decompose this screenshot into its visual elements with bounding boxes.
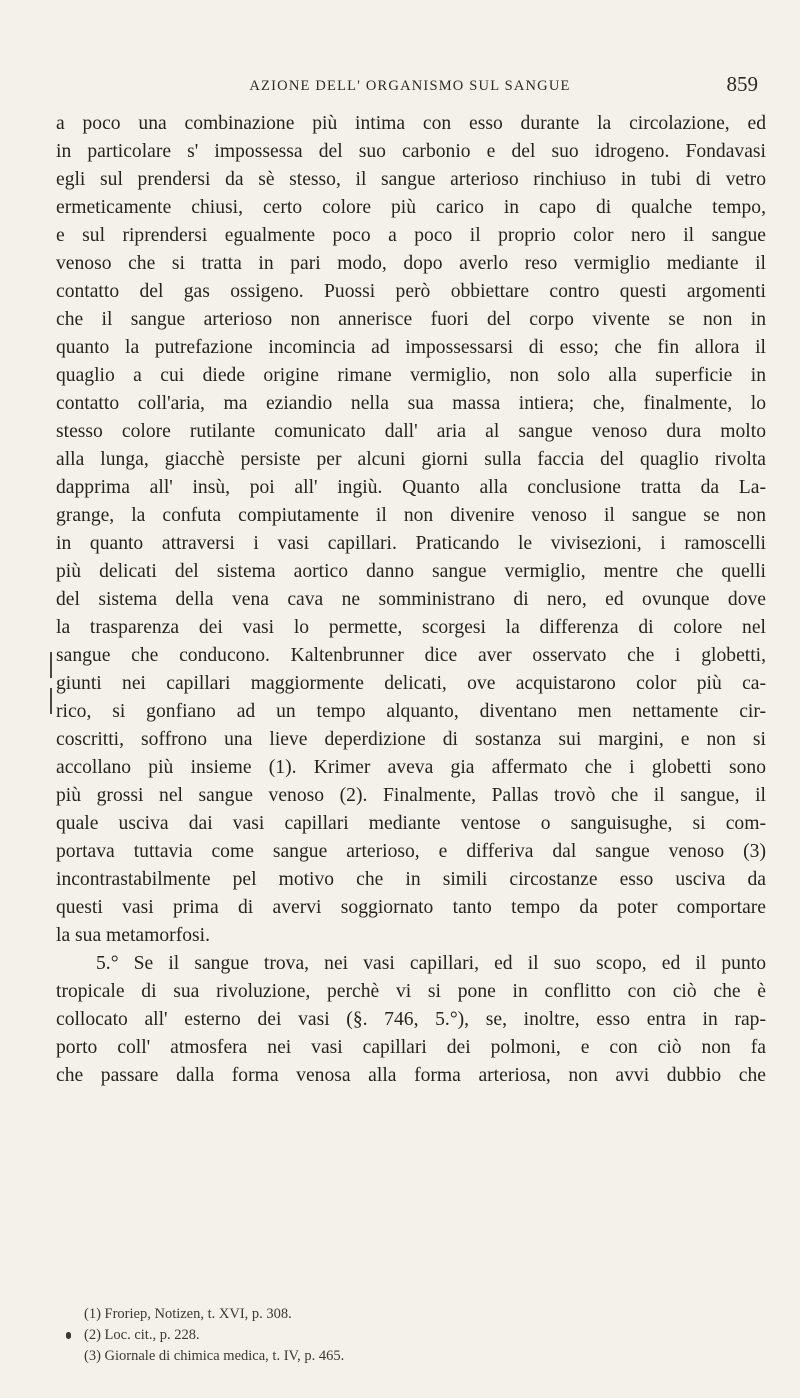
- text-line: grange, la confuta compiutamente il non divenire venoso il sangue se non: [56, 505, 766, 526]
- text-line: sangue che conducono. Kaltenbrunner dice aver osservato che i globetti,: [56, 645, 766, 666]
- text-line: ermeticamente chiusi, certo colore più carico in capo di qualche tempo,: [56, 197, 766, 218]
- text-line: contatto del gas ossigeno. Puossi però obbiettare contro questi argomenti: [56, 281, 766, 302]
- text-line: incontrastabilmente pel motivo che in simili circostanze esso usciva da: [56, 869, 766, 890]
- text-line: quaglio a cui diede origine rimane vermiglio, non solo alla superficie in: [56, 365, 766, 386]
- text-line: la trasparenza dei vasi lo permette, scorgesi la differenza di colore nel: [56, 617, 766, 638]
- text-line: stesso colore rutilante comunicato dall' aria al sangue venoso dura molto: [56, 421, 766, 442]
- text-line: venoso che si tratta in pari modo, dopo averlo reso vermiglio mediante il: [56, 253, 766, 274]
- text-line: questi vasi prima di avervi soggiornato tanto tempo da poter comportare: [56, 897, 766, 918]
- margin-mark: [50, 688, 52, 714]
- footnote: (2) Loc. cit., p. 228.: [84, 1327, 200, 1343]
- text-line: più delicati del sistema aortico danno sangue vermiglio, mentre che quelli: [56, 561, 766, 582]
- text-line: a poco una combinazione più intima con esso durante la circolazione, ed: [56, 113, 766, 134]
- text-line: contatto coll'aria, ma eziandio nella sua massa intiera; che, finalmente, lo: [56, 393, 766, 414]
- margin-mark: [50, 652, 52, 678]
- text-line: in particolare s' impossessa del suo carbonio e del suo idrogeno. Fondavasi: [56, 141, 766, 162]
- text-line: che il sangue arterioso non annerisce fuori del corpo vivente se non in: [56, 309, 766, 330]
- ink-mark: [66, 1332, 71, 1339]
- text-line: la sua metamorfosi.: [56, 925, 210, 946]
- text-line: collocato all' esterno dei vasi (§. 746, 5.°), se, inoltre, esso entra in rap-: [56, 1009, 766, 1030]
- footnote: (1) Froriep, Notizen, t. XVI, p. 308.: [84, 1306, 292, 1322]
- text-line: giunti nei capillari maggiormente delicati, ove acquistarono color più ca-: [56, 673, 766, 694]
- text-line: del sistema della vena cava ne somministrano di nero, ed ovunque dove: [56, 589, 766, 610]
- text-line: porto coll' atmosfera nei vasi capillari dei polmoni, e con ciò non fa: [56, 1037, 766, 1058]
- text-line: accollano più insieme (1). Krimer aveva gia affermato che i globetti sono: [56, 757, 766, 778]
- footnotes: [84, 1304, 744, 1367]
- footnote: (3) Giornale di chimica medica, t. IV, p. 465.: [84, 1348, 345, 1364]
- text-line: quale usciva dai vasi capillari mediante ventose o sanguisughe, si com-: [56, 813, 766, 834]
- text-line: più grossi nel sangue venoso (2). Finalmente, Pallas trovò che il sangue, il: [56, 785, 766, 806]
- page-number: 859: [726, 72, 758, 96]
- text-line: portava tuttavia come sangue arterioso, e differiva dal sangue venoso (3): [56, 841, 766, 862]
- text-line: quanto la putrefazione incomincia ad impossessarsi di esso; che fin allora il: [56, 337, 766, 358]
- text-line: 5.° Se il sangue trova, nei vasi capillari, ed il suo scopo, ed il punto: [96, 953, 766, 974]
- text-line: e sul riprendersi egualmente poco a poco il proprio color nero il sangue: [56, 225, 766, 246]
- text-line: rico, si gonfiano ad un tempo alquanto, diventano men nettamente cir-: [56, 701, 766, 722]
- text-line: egli sul prendersi da sè stesso, il sangue arterioso rinchiuso in tubi di vetro: [56, 169, 766, 190]
- text-line: dapprima all' insù, poi all' ingiù. Quanto alla conclusione tratta da La-: [56, 477, 766, 498]
- running-title: AZIONE DELL' ORGANISMO SUL SANGUE: [249, 78, 571, 94]
- running-head: [60, 72, 760, 102]
- text-line: alla lunga, giacchè persiste per alcuni giorni sulla faccia del quaglio rivolta: [56, 449, 766, 470]
- text-line: coscritti, soffrono una lieve deperdizione di sostanza sui margini, e non si: [56, 729, 766, 750]
- text-line: tropicale di sua rivoluzione, perchè vi si pone in conflitto con ciò che è: [56, 981, 766, 1002]
- body-text: [56, 110, 766, 1090]
- text-line: che passare dalla forma venosa alla forma arteriosa, non avvi dubbio che: [56, 1065, 766, 1086]
- text-line: in quanto attraversi i vasi capillari. Praticando le vivisezioni, i ramoscelli: [56, 533, 766, 554]
